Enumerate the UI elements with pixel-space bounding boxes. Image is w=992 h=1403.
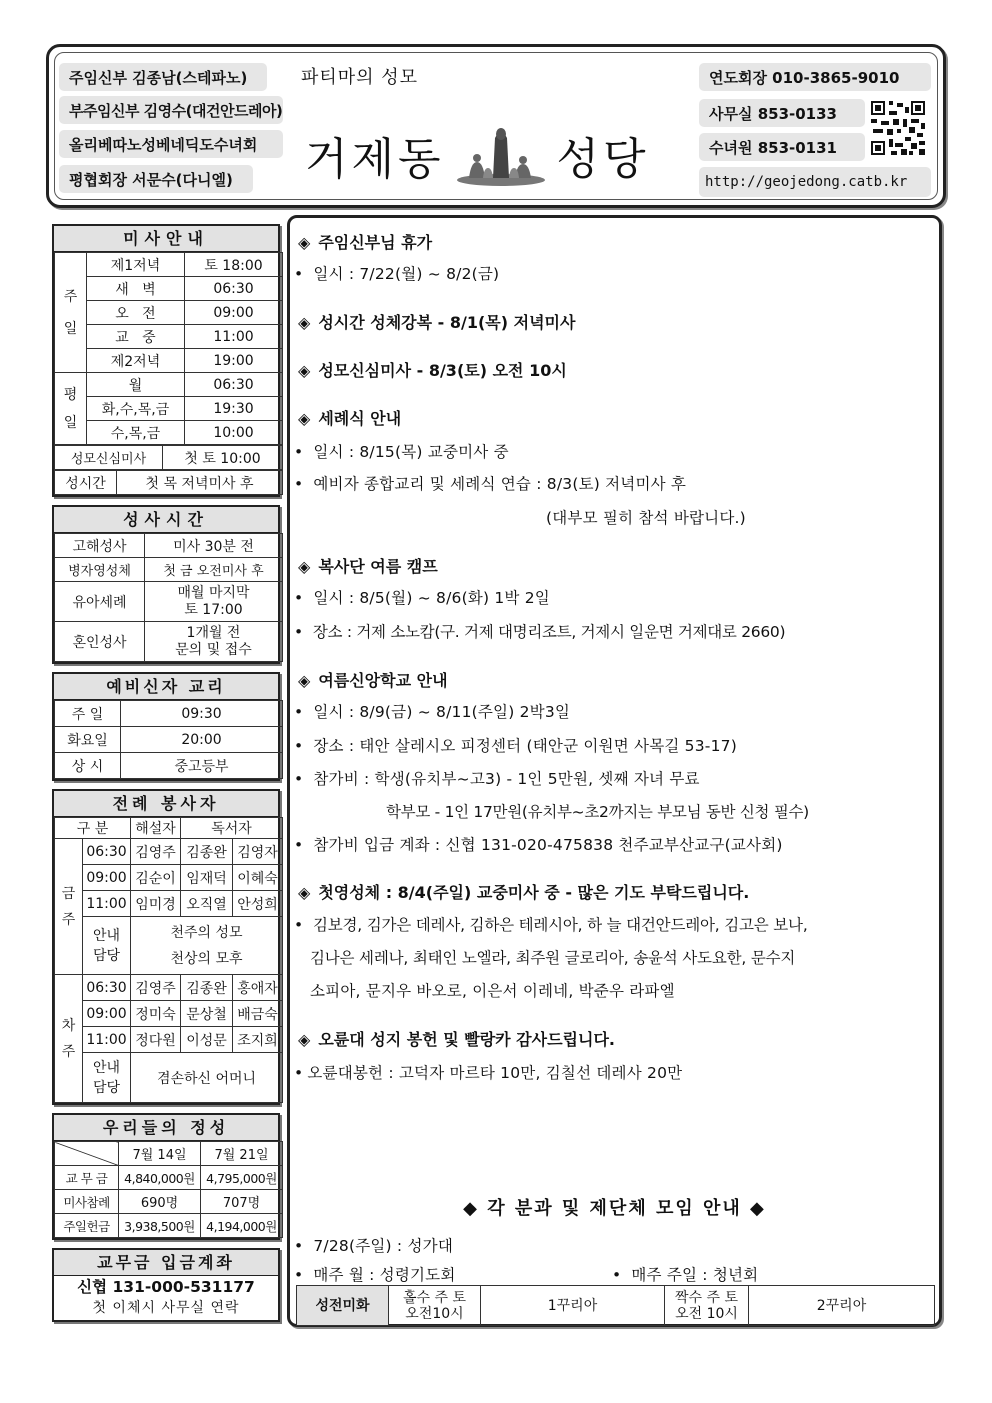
parish-title-part-a: 거제동	[305, 134, 445, 185]
notice-line-text: 일시 : 7/22(월) ~ 8/2(금)	[313, 265, 500, 283]
liturgy-time: 11:00	[83, 891, 131, 917]
sacrament-table	[54, 533, 283, 662]
offering-table	[54, 1141, 283, 1238]
bullet-icon: •	[294, 1266, 304, 1284]
account-number: 신협 131-000-531177	[77, 1278, 255, 1296]
offering-value: 4,840,000원	[119, 1166, 201, 1190]
mass-extra-table	[54, 470, 283, 495]
account-section	[52, 1248, 280, 1322]
liturgy-reader: 김종완	[181, 839, 233, 865]
notice-line	[294, 262, 499, 284]
parish-website-link[interactable]: http://geojedong.catb.kr	[699, 167, 931, 197]
notice-line-text: 매주 주일 : 청년회	[631, 1266, 759, 1284]
sacrament-time-line: 1개월 전	[186, 624, 241, 641]
sanctuary-cleaning-table	[296, 1285, 935, 1326]
offering-value: 707명	[201, 1190, 283, 1214]
offering-value: 3,938,500원	[119, 1214, 201, 1238]
notice-line-text: 일시 : 8/9(금) ~ 8/11(주일) 2박3일	[313, 703, 571, 721]
liturgy-reader: 김종완	[181, 975, 233, 1001]
notice-heading-text: 오륜대 성지 봉헌 및 빨랑카 감사드립니다.	[318, 1030, 615, 1049]
next-week-guide: 겸손하신 어머니	[131, 1053, 283, 1103]
bullet-icon: •	[294, 770, 304, 788]
liturgy-title: 전례 봉사자	[54, 791, 278, 817]
liturgy-commentator: 김순이	[131, 865, 181, 891]
liturgy-time: 06:30	[83, 975, 131, 1001]
sacrament-time: 첫 금 오전미사 후	[145, 558, 283, 582]
diamond-icon: ◈	[298, 233, 311, 252]
mass-time: 10:00	[185, 421, 283, 445]
notice-heading-text: 복사단 여름 캠프	[318, 557, 438, 576]
liturgy-commentator: 정다원	[131, 1027, 181, 1053]
liturgy-commentator: 임미경	[131, 891, 181, 917]
offering-col: 7월 21일	[201, 1142, 283, 1166]
mass-time: 토 18:00	[185, 253, 283, 277]
bullet-icon: •	[294, 1237, 304, 1255]
liturgy-table	[54, 817, 283, 1103]
cleaning-even-team: 2꾸리아	[749, 1286, 935, 1326]
notice-line-text: 소피아, 문지우 바오로, 이은서 이레네, 박준우 라파엘	[310, 982, 675, 1000]
bullet-icon: •	[294, 265, 304, 283]
council-president: 평협회장 서문수(다니엘)	[59, 165, 253, 193]
liturgy-time: 06:30	[83, 839, 131, 865]
sacrament-time	[145, 622, 283, 662]
liturgy-commentator: 정미숙	[131, 1001, 181, 1027]
catechism-time: 20:00	[121, 727, 283, 753]
notice-heading-text: 여름신앙학교 안내	[318, 671, 448, 690]
offering-name: 주일헌금	[55, 1214, 119, 1238]
notice-heading-text: 성모신심미사 - 8/3(토) 오전 10시	[318, 361, 567, 380]
mass-schedule-table	[54, 252, 283, 445]
account-note: 첫 이체시 사무실 연락	[92, 1300, 240, 1316]
notice-line-text: 학부모 - 1인 17만원(유치부~초2까지는 부모님 동반 신청 필수)	[386, 803, 809, 821]
liturgy-reader: 홍애자	[233, 975, 283, 1001]
notice-line	[294, 700, 570, 722]
mass-time: 19:00	[185, 349, 283, 373]
notice-heading	[298, 554, 438, 577]
notice-heading	[298, 230, 432, 253]
funeral-head-contact: 연도회장 010-3865-9010	[699, 63, 931, 91]
sacrament-name: 고해성사	[55, 534, 145, 558]
liturgy-col-reader: 독서자	[181, 818, 283, 839]
mass-name: 새 벽	[87, 277, 185, 301]
liturgy-time: 11:00	[83, 1027, 131, 1053]
offering-corner	[55, 1142, 119, 1166]
liturgy-time: 09:00	[83, 865, 131, 891]
notice-line	[294, 913, 808, 935]
notice-line-text: 김보경, 김가은 데레사, 김하은 테레시아, 하 늘 대건안드레아, 김고은 보나,	[312, 916, 808, 934]
weekday-label: 평 일	[55, 373, 87, 445]
liturgy-reader: 오직열	[181, 891, 233, 917]
pastor-name: 주임신부 김종남(스테파노)	[59, 63, 267, 91]
notice-line	[294, 1234, 453, 1256]
notice-line	[294, 767, 700, 789]
cleaning-odd-team: 1꾸리아	[481, 1286, 665, 1326]
fatima-statue-logo-icon	[453, 124, 549, 186]
mass-extra-name: 성시간	[55, 471, 117, 495]
bullet-icon: •	[612, 1266, 622, 1284]
notice-heading	[298, 406, 401, 429]
notice-line-text: 오륜대봉헌 : 고덕자 마르타 10만, 김칠선 데레사 20만	[307, 1064, 683, 1082]
notice-line	[294, 734, 737, 756]
office-phone: 사무실 853-0133	[699, 99, 865, 127]
liturgy-reader: 이혜숙	[233, 865, 283, 891]
mass-extra-name: 성모신심미사	[55, 446, 163, 470]
cleaning-odd-schedule: 홀수 주 토 오전10시	[389, 1286, 481, 1326]
notice-line	[294, 586, 550, 608]
mass-name: 화,수,목,금	[87, 397, 185, 421]
mass-time: 19:30	[185, 397, 283, 421]
diamond-icon: ◈	[298, 361, 311, 380]
this-week-label: 금 주	[55, 839, 83, 975]
this-week-guide	[131, 917, 283, 975]
offering-name: 미사참례	[55, 1190, 119, 1214]
bullet-icon: •	[294, 589, 304, 607]
cleaning-label: 성전미화	[297, 1286, 389, 1326]
mass-name: 수,목,금	[87, 421, 185, 445]
liturgy-reader: 임재덕	[181, 865, 233, 891]
parish-title-part-b: 성당	[556, 134, 650, 185]
diamond-icon: ◈	[298, 883, 311, 902]
mass-extra-time: 첫 목 저녁미사 후	[117, 471, 283, 495]
notice-heading	[298, 668, 448, 691]
notice-line-text: 7/28(주일) : 성가대	[313, 1237, 453, 1255]
offering-name: 교 무 금	[55, 1166, 119, 1190]
notice-line-text: 일시 : 8/5(월) ~ 8/6(화) 1박 2일	[313, 589, 550, 607]
catechism-section	[52, 672, 280, 781]
guide-group: 천상의 모후	[170, 950, 243, 967]
mass-name: 제2저녁	[87, 349, 185, 373]
notice-heading-text: 성시간 성체강복 - 8/1(목) 저녁미사	[318, 313, 576, 332]
diamond-icon: ◈	[298, 313, 311, 332]
notice-line-text: 참가비 : 학생(유치부~고3) - 1인 5만원, 셋째 자녀 무료	[313, 770, 700, 788]
bullet-icon: •	[294, 836, 304, 854]
liturgy-reader: 이성문	[181, 1027, 233, 1053]
assistant-pastor-name: 부주임신부 김영수(대건안드레아)	[59, 96, 283, 124]
notice-heading	[298, 358, 567, 381]
catechism-day: 화요일	[55, 727, 121, 753]
liturgy-reader: 안성희	[233, 891, 283, 917]
diamond-icon: ◈	[298, 671, 311, 690]
notice-line	[294, 1263, 456, 1285]
liturgy-reader: 배금숙	[233, 1001, 283, 1027]
notice-line-text: 김나은 세레나, 최태인 노엘라, 최주원 글로리아, 송윤석 사도요한, 문수지	[310, 949, 796, 967]
parish-title	[305, 123, 650, 187]
mass-schedule-section	[52, 224, 280, 497]
liturgy-reader: 문상철	[181, 1001, 233, 1027]
sacrament-time-line: 토 17:00	[184, 601, 243, 618]
qr-code-icon[interactable]	[869, 99, 927, 157]
diamond-icon: ◈	[298, 557, 311, 576]
mass-name: 오 전	[87, 301, 185, 325]
notice-line-text: (대부모 필히 참석 바랍니다.)	[546, 509, 746, 527]
offering-title: 우리들의 정성	[54, 1115, 278, 1141]
notice-line-text: 매주 월 : 성령기도회	[313, 1266, 456, 1284]
sacrament-time-line: 매월 마지막	[177, 584, 250, 601]
offering-section	[52, 1113, 280, 1240]
notice-line	[294, 472, 686, 494]
offering-value: 690명	[119, 1190, 201, 1214]
liturgy-reader: 김영자	[233, 839, 283, 865]
notice-line	[294, 833, 783, 855]
notice-line-text: 장소 : 태안 살레시오 피정센터 (태안군 이원면 사목길 53-17)	[313, 737, 737, 755]
diamond-icon: ◈	[298, 409, 311, 428]
sacrament-name: 병자영성체	[55, 558, 145, 582]
offering-value: 4,795,000원	[201, 1166, 283, 1190]
notice-heading-text: 주임신부님 휴가	[318, 233, 433, 252]
notice-heading	[298, 310, 575, 333]
notice-line	[612, 1263, 758, 1285]
liturgy-section	[52, 789, 280, 1105]
notice-line-text: 장소 : 거제 소노캄(구. 거제 대명리조트, 거제시 일운면 거제대로 2660)	[312, 623, 786, 641]
sacrament-name: 유아세례	[55, 582, 145, 622]
cleaning-even-schedule: 짝수 주 토 오전 10시	[665, 1286, 749, 1326]
bullet-icon: •	[294, 623, 303, 641]
diamond-icon: ◈	[298, 1030, 311, 1049]
bullet-icon: •	[294, 916, 303, 934]
bullet-icon: •	[294, 703, 304, 721]
sisters-order: 올리베따노성베네딕도수녀회	[59, 130, 283, 158]
sacrament-time	[145, 582, 283, 622]
mass-name: 월	[87, 373, 185, 397]
offering-value: 4,194,000원	[201, 1214, 283, 1238]
sacrament-section	[52, 505, 280, 664]
catechism-day: 상 시	[55, 753, 121, 779]
mass-name: 교 중	[87, 325, 185, 349]
liturgy-col-commentator: 해설자	[131, 818, 181, 839]
sacrament-time-line: 문의 및 접수	[175, 641, 252, 658]
groups-heading: ◆ 각 분과 및 제단체 모임 안내 ◆	[463, 1198, 766, 1219]
parish-subtitle: 파티마의 성모	[301, 67, 419, 88]
liturgy-commentator: 김영주	[131, 839, 181, 865]
mass-schedule-title: 미사안내	[54, 226, 278, 252]
sacrament-name: 혼인성사	[55, 622, 145, 662]
catechism-table	[54, 700, 283, 779]
notice-heading-text: 세례식 안내	[318, 409, 402, 428]
notice-heading-text: 첫영성체 : 8/4(주일) 교중미사 중 - 많은 기도 부탁드립니다.	[318, 883, 750, 902]
notice-heading	[298, 1027, 615, 1050]
bullet-icon: •	[294, 475, 304, 493]
notice-line	[294, 440, 509, 462]
bullet-icon: •	[294, 737, 304, 755]
notice-line	[294, 1061, 682, 1083]
liturgy-reader: 조지희	[233, 1027, 283, 1053]
notices-panel	[287, 215, 942, 1327]
next-week-guide-label: 안내 담당	[83, 1053, 131, 1103]
liturgy-time: 09:00	[83, 1001, 131, 1027]
sunday-label: 주 일	[55, 253, 87, 373]
mass-name: 제1저녁	[87, 253, 185, 277]
mass-time: 11:00	[185, 325, 283, 349]
notice-line	[294, 620, 785, 642]
sacrament-title: 성사시간	[54, 507, 278, 533]
catechism-title: 예비신자 교리	[54, 674, 278, 700]
bulletin-header	[46, 44, 946, 208]
liturgy-col-group: 구 분	[55, 818, 131, 839]
account-title: 교무금 입금계좌	[54, 1250, 278, 1276]
mass-extra-time: 첫 토 10:00	[163, 446, 283, 470]
catechism-time: 중고등부	[121, 753, 283, 779]
bullet-icon: •	[294, 1064, 304, 1082]
guide-group: 천주의 성모	[170, 924, 243, 941]
sacrament-time: 미사 30분 전	[145, 534, 283, 558]
notice-line-text: 참가비 입금 계좌 : 신협 131-020-475838 천주교부산교구(교사회)	[313, 836, 783, 854]
catechism-day: 주 일	[55, 701, 121, 727]
next-week-label: 차 주	[55, 975, 83, 1103]
mass-time: 06:30	[185, 277, 283, 301]
offering-col: 7월 14일	[119, 1142, 201, 1166]
bullet-icon: •	[294, 443, 304, 461]
catechism-time: 09:30	[121, 701, 283, 727]
liturgy-commentator: 김영주	[131, 975, 181, 1001]
notice-line-text: 일시 : 8/15(목) 교중미사 중	[313, 443, 509, 461]
notice-heading	[298, 880, 749, 903]
notice-line-text: 예비자 종합교리 및 세례식 연습 : 8/3(토) 저녁미사 후	[313, 475, 687, 493]
this-week-guide-label: 안내 담당	[83, 917, 131, 975]
mass-extra-table	[54, 445, 283, 470]
convent-phone: 수녀원 853-0131	[699, 133, 865, 161]
mass-time: 06:30	[185, 373, 283, 397]
left-column	[52, 224, 280, 1330]
mass-time: 09:00	[185, 301, 283, 325]
